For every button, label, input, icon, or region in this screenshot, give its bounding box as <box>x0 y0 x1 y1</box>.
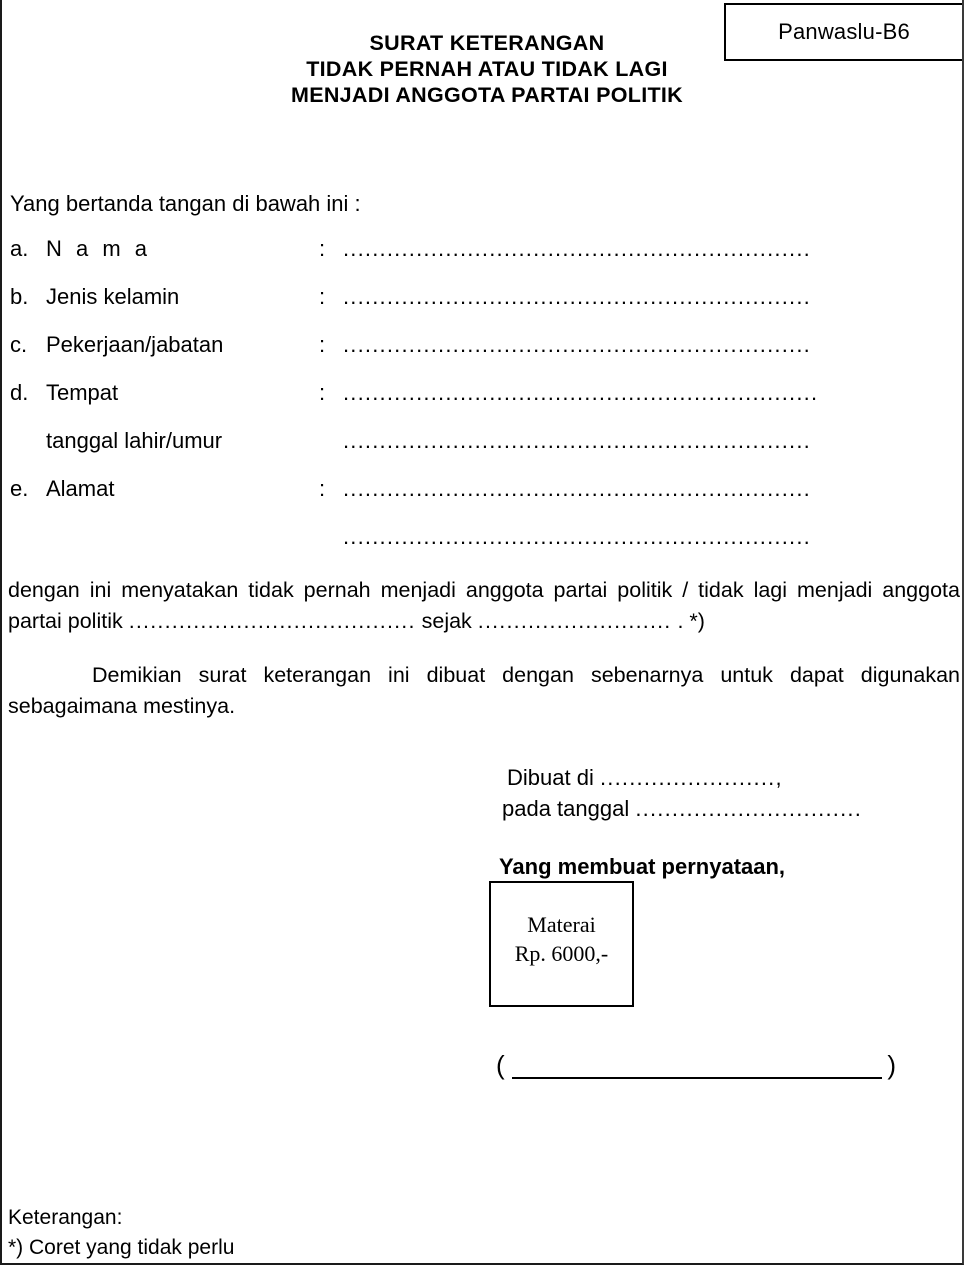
declaration-text-part-1: dengan ini menyatakan tidak pernah menjadi anggota partai politik / tidak lagi menjadi anggota partai politik <box>8 578 960 633</box>
page-title <box>182 30 792 108</box>
footnote-block <box>8 1203 234 1263</box>
field-label-nama: N a m a <box>46 236 152 261</box>
place-value-field[interactable]: ........................, <box>599 765 783 790</box>
form-code-text: Panwaslu-B6 <box>778 19 910 44</box>
field-row-jenis-kelamin <box>10 282 956 330</box>
field-colon: : <box>319 332 326 357</box>
field-row-nama <box>10 234 956 282</box>
field-label-tanggal-lahir: tanggal lahir/umur <box>46 428 223 453</box>
field-letter: a. <box>10 236 29 261</box>
closing-paragraph: Demikian surat keterangan ini dibuat dengan sebenarnya untuk dapat digunakan sebagaimana mestinya. <box>8 663 960 718</box>
field-colon: : <box>319 476 326 501</box>
field-letter: d. <box>10 380 29 405</box>
paren-open: ( <box>496 1050 505 1080</box>
date-label: pada tanggal <box>502 796 636 821</box>
field-colon: : <box>319 380 326 405</box>
field-label-jenis-kelamin: Jenis kelamin <box>46 284 180 309</box>
field-value-tempat[interactable]: ................................................................. <box>343 380 819 405</box>
field-letter: e. <box>10 476 29 501</box>
field-label-alamat: Alamat <box>46 476 115 501</box>
paren-close: ) <box>887 1050 896 1080</box>
declaration-text-part-3: . *) <box>671 609 705 633</box>
declaration-paragraph <box>8 575 960 637</box>
footnote-note: *) Coret yang tidak perlu <box>8 1236 235 1259</box>
place-date-block <box>502 762 862 824</box>
materai-stamp-box <box>489 881 634 1007</box>
title-line-1: SURAT KETERANGAN <box>369 31 605 55</box>
field-colon: : <box>319 236 326 261</box>
field-label-pekerjaan: Pekerjaan/jabatan <box>46 332 224 357</box>
intro-text: Yang bertanda tangan di bawah ini : <box>10 191 361 216</box>
field-value-tanggal-lahir[interactable]: ................................................................ <box>343 428 811 453</box>
field-letter: b. <box>10 284 29 309</box>
materai-amount: Rp. 6000,- <box>514 941 609 966</box>
date-line <box>502 793 862 824</box>
materai-label: Materai <box>527 912 596 937</box>
title-line-2: TIDAK PERNAH ATAU TIDAK LAGI <box>306 57 668 81</box>
signature-rule <box>512 1077 882 1079</box>
place-label: Dibuat di <box>507 765 600 790</box>
field-row-pekerjaan <box>10 330 956 378</box>
field-value-pekerjaan[interactable]: ................................................................ <box>343 332 811 357</box>
declaration-since-field[interactable]: ........................... <box>477 609 672 633</box>
field-value-nama[interactable]: ................................................................ <box>343 236 811 261</box>
field-row-tanggal-lahir <box>10 426 956 474</box>
field-row-alamat-continuation <box>10 522 956 570</box>
field-label-tempat: Tempat <box>46 380 119 405</box>
field-list <box>10 234 956 570</box>
field-value-jenis-kelamin[interactable]: ................................................................ <box>343 284 811 309</box>
field-value-alamat-continuation[interactable]: ................................................................ <box>343 524 811 549</box>
field-row-tempat <box>10 378 956 426</box>
date-value-field[interactable]: ............................... <box>635 796 863 821</box>
declaration-party-field[interactable]: ........................................ <box>128 609 416 633</box>
place-line <box>502 762 862 793</box>
materai-stamp-text <box>491 910 632 968</box>
signer-title: Yang membuat pernyataan, <box>498 854 786 879</box>
field-letter: c. <box>10 332 28 357</box>
field-value-alamat[interactable]: ................................................................ <box>343 476 811 501</box>
footnote-heading: Keterangan: <box>8 1206 123 1229</box>
field-colon: : <box>319 284 326 309</box>
signature-name-line[interactable] <box>496 1048 896 1082</box>
field-row-alamat <box>10 474 956 522</box>
declaration-text-part-2: sejak <box>415 609 478 633</box>
title-line-3: MENJADI ANGGOTA PARTAI POLITIK <box>290 83 683 107</box>
